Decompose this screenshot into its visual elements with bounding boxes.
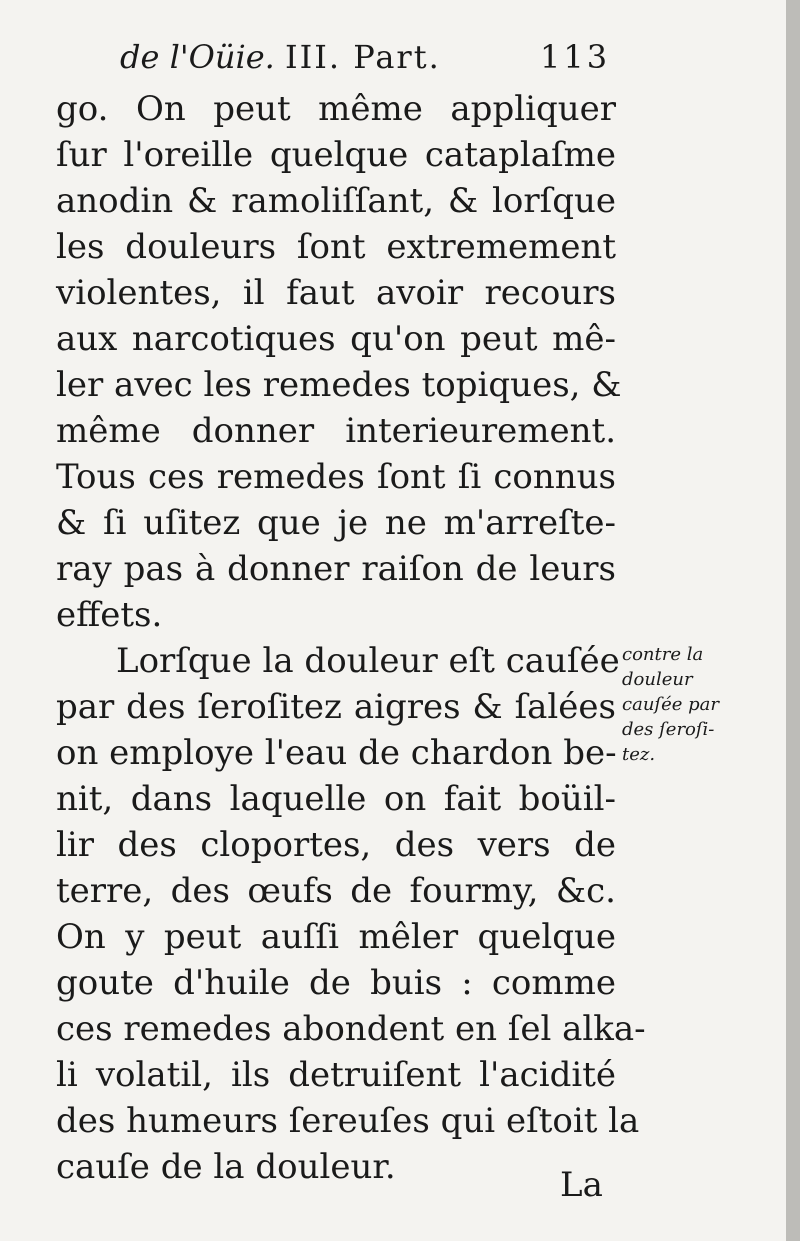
- text-line: li volatil, ils detruiſent l'acidité: [56, 1055, 616, 1095]
- text-line: des humeurs ſereuſes qui eſtoit la: [56, 1101, 640, 1141]
- text-line: goute d'huile de buis : comme: [56, 963, 616, 1003]
- text-line: Tous ces remedes ſont ſi connus: [56, 457, 616, 497]
- text-line: par des ſeroſitez aigres & ſalées: [56, 687, 616, 727]
- text-line: les douleurs ſont extremement: [56, 227, 616, 267]
- page-gutter-edge: [786, 0, 800, 1241]
- text-line: ſur l'oreille quelque cataplaſme: [56, 135, 616, 175]
- text-line: ray pas à donner raiſon de leurs: [56, 549, 616, 589]
- text-line: go. On peut même appliquer: [56, 89, 616, 129]
- text-line: ler avec les remedes topiques, &: [56, 365, 622, 405]
- text-line: aux narcotiques qu'on peut mê-: [56, 319, 616, 359]
- text-line: cauſe de la douleur.: [56, 1147, 396, 1187]
- text-line: Lorſque la douleur eſt cauſée: [116, 641, 620, 681]
- text-line: lir des cloportes, des vers de: [56, 825, 616, 865]
- marginal-note: [622, 642, 792, 767]
- text-line: terre, des œufs de fourmy, &c.: [56, 871, 616, 911]
- running-title: [120, 38, 441, 76]
- body-text: [56, 86, 646, 1190]
- marginal-note-line: tez.: [622, 744, 656, 765]
- text-line: anodin & ramoliſſant, & lorſque: [56, 181, 616, 221]
- text-line: On y peut auſſi mêler quelque: [56, 917, 616, 957]
- text-line: on employe l'eau de chardon be-: [56, 733, 617, 773]
- running-header: [0, 28, 800, 84]
- text-line: ces remedes abondent en ſel alka-: [56, 1009, 646, 1049]
- text-line: même donner interieurement.: [56, 411, 616, 451]
- text-line: nit, dans laquelle on fait boüil-: [56, 779, 616, 819]
- running-title-text: de l'Oüie.: [120, 38, 275, 76]
- text-line: violentes, il faut avoir recours: [56, 273, 616, 313]
- page-number: 113: [540, 38, 611, 76]
- catchword: La: [560, 1165, 603, 1205]
- marginal-note-line: contre la: [622, 644, 704, 665]
- part-label: III. Part.: [284, 38, 441, 76]
- text-line: effets.: [56, 595, 163, 635]
- marginal-note-line: douleur: [622, 669, 693, 690]
- marginal-note-line: cauſée par: [622, 694, 719, 715]
- marginal-note-line: des ſeroſi-: [622, 719, 715, 740]
- text-line: & ſi uſitez que je ne m'arreſte-: [56, 503, 616, 543]
